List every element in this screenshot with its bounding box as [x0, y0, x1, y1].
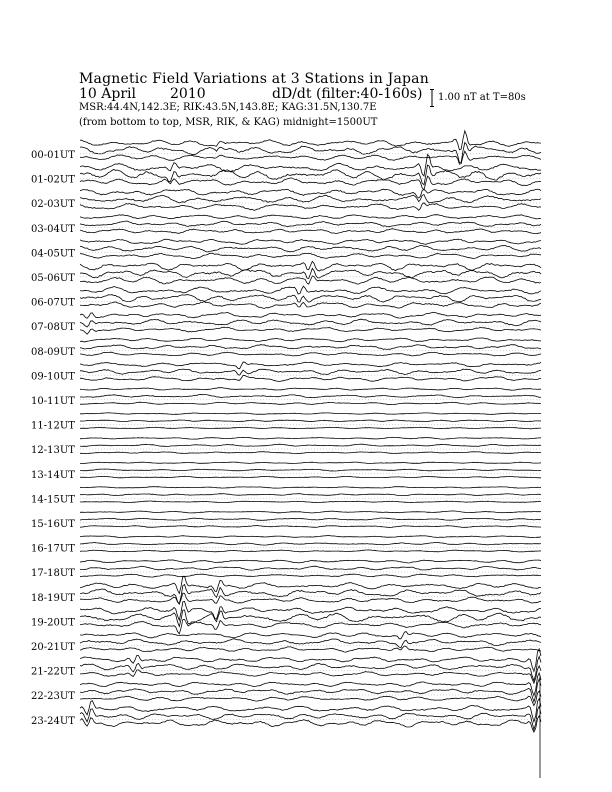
trace-MSR-06-07UT: [80, 302, 541, 309]
hour-label: 00-01UT: [31, 150, 75, 161]
trace-MSR-10-11UT: [80, 402, 541, 405]
trace-MSR-17-18UT: [80, 574, 541, 577]
hour-label: 21-22UT: [31, 666, 75, 678]
trace-RIK-17-18UT: [80, 566, 541, 570]
chart-year: 2010: [170, 86, 206, 102]
hour-label: 22-23UT: [31, 691, 75, 703]
trace-KAG-20-21UT: [80, 632, 541, 639]
trace-MSR-16-17UT: [80, 550, 541, 552]
trace-order-note: (from bottom to top, MSR, RIK, & KAG) midnight=1500UT: [79, 117, 378, 128]
trace-MSR-03-04UT: [80, 229, 541, 234]
trace-KAG-08-09UT: [80, 338, 541, 342]
trace-MSR-09-10UT: [80, 375, 541, 381]
trace-MSR-01-02UT: [80, 176, 541, 190]
hour-group-16-17UT: [31, 536, 541, 555]
trace-RIK-15-16UT: [80, 518, 541, 520]
hour-group-11-12UT: [31, 413, 541, 432]
trace-MSR-08-09UT: [80, 352, 541, 356]
trace-KAG-11-12UT: [80, 413, 541, 415]
hour-label: 03-04UT: [31, 223, 75, 235]
trace-MSR-14-15UT: [80, 501, 541, 503]
trace-MSR-12-13UT: [80, 452, 541, 454]
hour-label: 17-18UT: [31, 568, 75, 580]
trace-KAG-04-05UT: [80, 239, 541, 244]
trace-KAG-07-08UT: [80, 312, 541, 318]
trace-MSR-20-21UT: [80, 646, 541, 652]
hour-label: 05-06UT: [31, 273, 75, 284]
trace-MSR-00-01UT: [80, 151, 541, 164]
trace-KAG-06-07UT: [80, 286, 541, 294]
hour-label: 09-10UT: [31, 371, 75, 383]
trace-MSR-07-08UT: [80, 327, 541, 334]
hour-label: 06-07UT: [31, 297, 75, 309]
hour-label: 15-16UT: [31, 519, 75, 530]
hour-label: 19-20UT: [31, 617, 75, 629]
trace-RIK-16-17UT: [80, 543, 541, 546]
trace-KAG-13-14UT: [80, 462, 541, 464]
trace-MSR-13-14UT: [80, 476, 541, 478]
hour-group-15-16UT: [31, 511, 541, 530]
trace-MSR-05-06UT: [80, 276, 541, 284]
chart-date: 10 April: [79, 86, 136, 102]
hour-group-20-21UT: [31, 632, 541, 653]
trace-RIK-06-07UT: [80, 295, 541, 303]
hour-label: 04-05UT: [31, 248, 75, 260]
hour-label: 07-08UT: [31, 322, 75, 334]
hour-label: 01-02UT: [31, 174, 75, 186]
trace-MSR-21-22UT: [80, 666, 541, 683]
hour-label: 10-11UT: [31, 396, 75, 407]
trace-MSR-11-12UT: [80, 427, 541, 429]
hour-group-04-05UT: [31, 239, 541, 259]
trace-MSR-02-03UT: [80, 203, 541, 211]
hour-group-01-02UT: [31, 155, 541, 190]
hour-label: 23-24UT: [31, 715, 75, 727]
trace-KAG-14-15UT: [80, 487, 541, 489]
trace-RIK-08-09UT: [80, 345, 541, 350]
hour-group-12-13UT: [31, 437, 541, 456]
trace-KAG-12-13UT: [80, 437, 541, 439]
hour-group-09-10UT: [31, 362, 541, 382]
trace-RIK-13-14UT: [80, 469, 541, 471]
scale-label: 1.00 nT at T=80s: [438, 92, 526, 103]
hour-label: 08-09UT: [31, 346, 75, 358]
trace-RIK-02-03UT: [80, 195, 541, 203]
trace-KAG-21-22UT: [80, 649, 541, 672]
hour-label: 18-19UT: [31, 592, 75, 604]
trace-KAG-16-17UT: [80, 536, 541, 538]
chart-title: Magnetic Field Variations at 3 Stations in Japan: [79, 71, 429, 87]
hour-group-21-22UT: [31, 649, 541, 683]
trace-MSR-19-20UT: [80, 620, 541, 634]
hour-group-02-03UT: [31, 189, 541, 210]
trace-RIK-11-12UT: [80, 420, 541, 422]
hour-label: 16-17UT: [31, 543, 75, 555]
trace-KAG-15-16UT: [80, 511, 541, 513]
hour-group-05-06UT: [31, 261, 541, 284]
trace-KAG-03-04UT: [80, 215, 541, 219]
hour-group-23-24UT: [31, 699, 541, 732]
hour-label: 13-14UT: [31, 469, 75, 481]
trace-KAG-10-11UT: [80, 388, 541, 391]
hour-group-06-07UT: [31, 286, 541, 308]
hour-group-14-15UT: [31, 487, 541, 506]
trace-KAG-17-18UT: [80, 560, 541, 563]
hour-label: 20-21UT: [31, 642, 75, 653]
trace-RIK-04-05UT: [80, 246, 541, 253]
hour-group-13-14UT: [31, 462, 541, 481]
hour-label: 02-03UT: [31, 199, 75, 211]
trace-MSR-18-19UT: [80, 593, 541, 604]
station-coordinates: MSR:44.4N,142.3E; RIK:43.5N,143.8E; KAG:31.5N,130.7E: [79, 102, 377, 113]
trace-MSR-22-23UT: [80, 691, 541, 705]
hour-group-00-01UT: [31, 131, 541, 164]
trace-KAG-09-10UT: [80, 362, 541, 369]
trace-MSR-15-16UT: [80, 526, 541, 528]
hour-group-10-11UT: [31, 388, 541, 407]
trace-KAG-00-01UT: [80, 131, 541, 150]
hour-group-18-19UT: [31, 576, 541, 604]
trace-RIK-20-21UT: [80, 639, 541, 648]
trace-RIK-14-15UT: [80, 494, 541, 496]
trace-MSR-04-05UT: [80, 253, 541, 258]
hour-group-08-09UT: [31, 338, 541, 358]
hour-group-19-20UT: [31, 602, 541, 634]
hour-group-17-18UT: [31, 560, 541, 579]
chart-component: dD/dt (filter:40-160s): [272, 86, 423, 102]
trace-RIK-09-10UT: [80, 369, 541, 375]
hour-group-03-04UT: [31, 215, 541, 235]
trace-KAG-05-06UT: [80, 261, 541, 271]
trace-RIK-12-13UT: [80, 444, 541, 446]
trace-RIK-10-11UT: [80, 395, 541, 398]
trace-RIK-23-24UT: [80, 707, 541, 730]
trace-KAG-18-19UT: [80, 576, 541, 593]
trace-KAG-02-03UT: [80, 189, 541, 198]
hour-label: 11-12UT: [31, 420, 75, 432]
trace-RIK-03-04UT: [80, 221, 541, 227]
hour-label: 12-13UT: [31, 445, 75, 457]
hour-label: 14-15UT: [31, 494, 75, 506]
hour-group-22-23UT: [31, 673, 541, 706]
hour-group-07-08UT: [31, 312, 541, 334]
